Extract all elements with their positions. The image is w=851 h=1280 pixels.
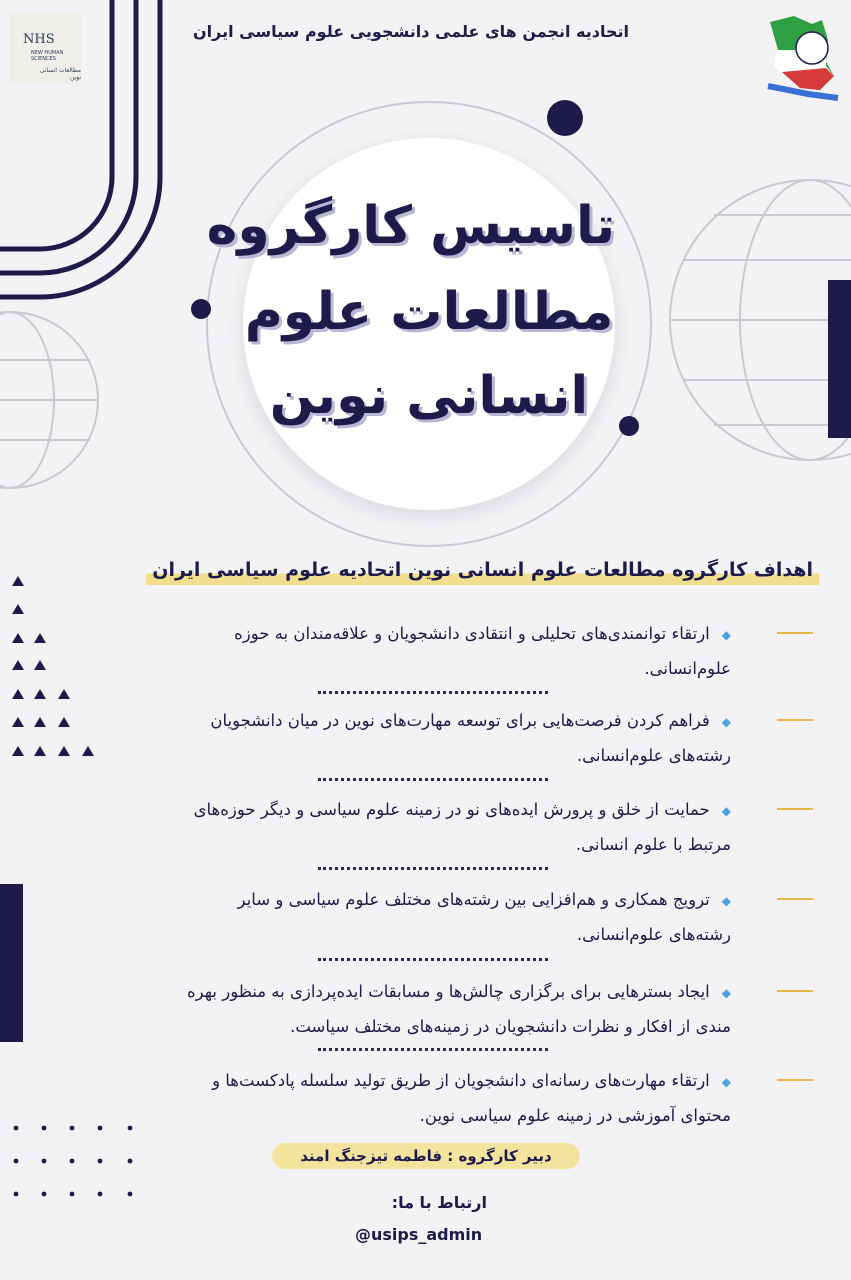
goal-item-5-line-1: ایجاد بسترهایی برای برگزاری چالش‌ها و مسابقات ایده‌پردازی به منظور بهره — [187, 982, 710, 1001]
nhs-logo-mark: NHS — [23, 32, 55, 47]
goal-item-3-line-2: مرتبط با علوم انسانی. — [575, 835, 731, 854]
nhs-logo-icon — [9, 12, 81, 84]
goal-item-1-line-1: ارتقاء توانمندی‌های تحلیلی و انتقادی دانشجویان و علاقه‌مندان به حوزه — [234, 624, 710, 643]
hero-dot-bottom — [619, 416, 639, 436]
goal-item-3 — [81, 793, 731, 861]
left-side-bar — [0, 884, 23, 1042]
goal-item-4-line-2: رشته‌های علوم‌انسانی. — [576, 925, 731, 944]
goal-item-3-line-1: حمایت از خلق و پرورش ایده‌های نو در زمینه علوم سیاسی و دیگر حوزه‌های — [193, 800, 710, 819]
dash-decoration — [777, 808, 813, 810]
goal-item-2-line-2: رشته‌های علوم‌انسانی. — [576, 746, 731, 765]
dash-decoration — [777, 719, 813, 721]
goal-item-1-line-2: علوم‌انسانی. — [644, 659, 731, 678]
dotted-separator — [318, 778, 548, 781]
goal-item-6 — [81, 1064, 731, 1132]
goal-item-4-line-1: ترویج همکاری و هم‌افزایی بین رشته‌های مختلف علوم سیاسی و سایر — [237, 890, 710, 909]
header-title: اتحادیه انجمن های علمی دانشجویی علوم سیاسی ایران — [193, 22, 629, 41]
goal-item-5 — [81, 975, 731, 1043]
hero-title-line-2: مطالعات علوم — [244, 282, 614, 342]
goal-item-4 — [81, 883, 731, 951]
dash-decoration — [777, 898, 813, 900]
dotted-separator — [318, 1048, 548, 1051]
dotted-separator — [318, 867, 548, 870]
dash-decoration — [777, 1079, 813, 1081]
dotted-separator — [318, 691, 548, 694]
diamond-bullet-icon: ◆ — [721, 628, 731, 642]
nhs-logo-subtitle-fa: مطالعات انسانی نوین — [39, 67, 81, 81]
nhs-logo-subtitle-en: NEW HUMAN SCIENCES — [31, 50, 64, 62]
goal-item-2 — [81, 704, 731, 772]
diamond-bullet-icon: ◆ — [721, 986, 731, 1000]
dot-grid-decoration — [14, 1126, 133, 1197]
diamond-bullet-icon: ◆ — [721, 804, 731, 818]
secretary-badge: دبیر کارگروه : فاطمه تیزجنگ امند — [272, 1143, 580, 1169]
goal-item-2-line-1: فراهم کردن فرصت‌هایی برای توسعه مهارت‌های نوین در میان دانشجویان — [210, 711, 710, 730]
goal-item-1 — [81, 617, 731, 685]
left-globe-decoration — [0, 312, 98, 488]
dotted-separator — [318, 958, 548, 961]
diamond-bullet-icon: ◆ — [721, 894, 731, 908]
iran-map-logo-icon — [760, 10, 842, 102]
hero-dot-top — [547, 100, 583, 136]
contact-handle-link[interactable]: @usips_admin — [355, 1225, 483, 1244]
dash-decoration — [777, 632, 813, 634]
goal-item-6-line-1: ارتقاء مهارت‌های رسانه‌ای دانشجویان از طریق تولید سلسله پادکست‌ها و — [212, 1071, 710, 1090]
goal-item-5-line-2: مندی از افکار و نظرات دانشجویان در زمینه‌های مختلف سیاست. — [290, 1017, 731, 1036]
dash-decoration — [777, 990, 813, 992]
goal-item-6-line-2: محتوای آموزشی در زمینه علوم سیاسی نوین. — [419, 1106, 731, 1125]
hero-title-line-1: تاسیس کارگروه — [206, 196, 615, 256]
right-globe-decoration — [670, 180, 851, 460]
diamond-bullet-icon: ◆ — [721, 1075, 731, 1089]
hero-dot-left — [191, 299, 211, 319]
hero-title-line-3: انسانی نوین — [269, 366, 589, 426]
right-side-bar — [828, 280, 851, 438]
hero-circle — [206, 138, 615, 510]
diamond-bullet-icon: ◆ — [721, 715, 731, 729]
goals-heading: اهداف کارگروه مطالعات علوم انسانی نوین اتحادیه علوم سیاسی ایران — [146, 559, 819, 585]
contact-label: ارتباط با ما: — [391, 1193, 487, 1212]
